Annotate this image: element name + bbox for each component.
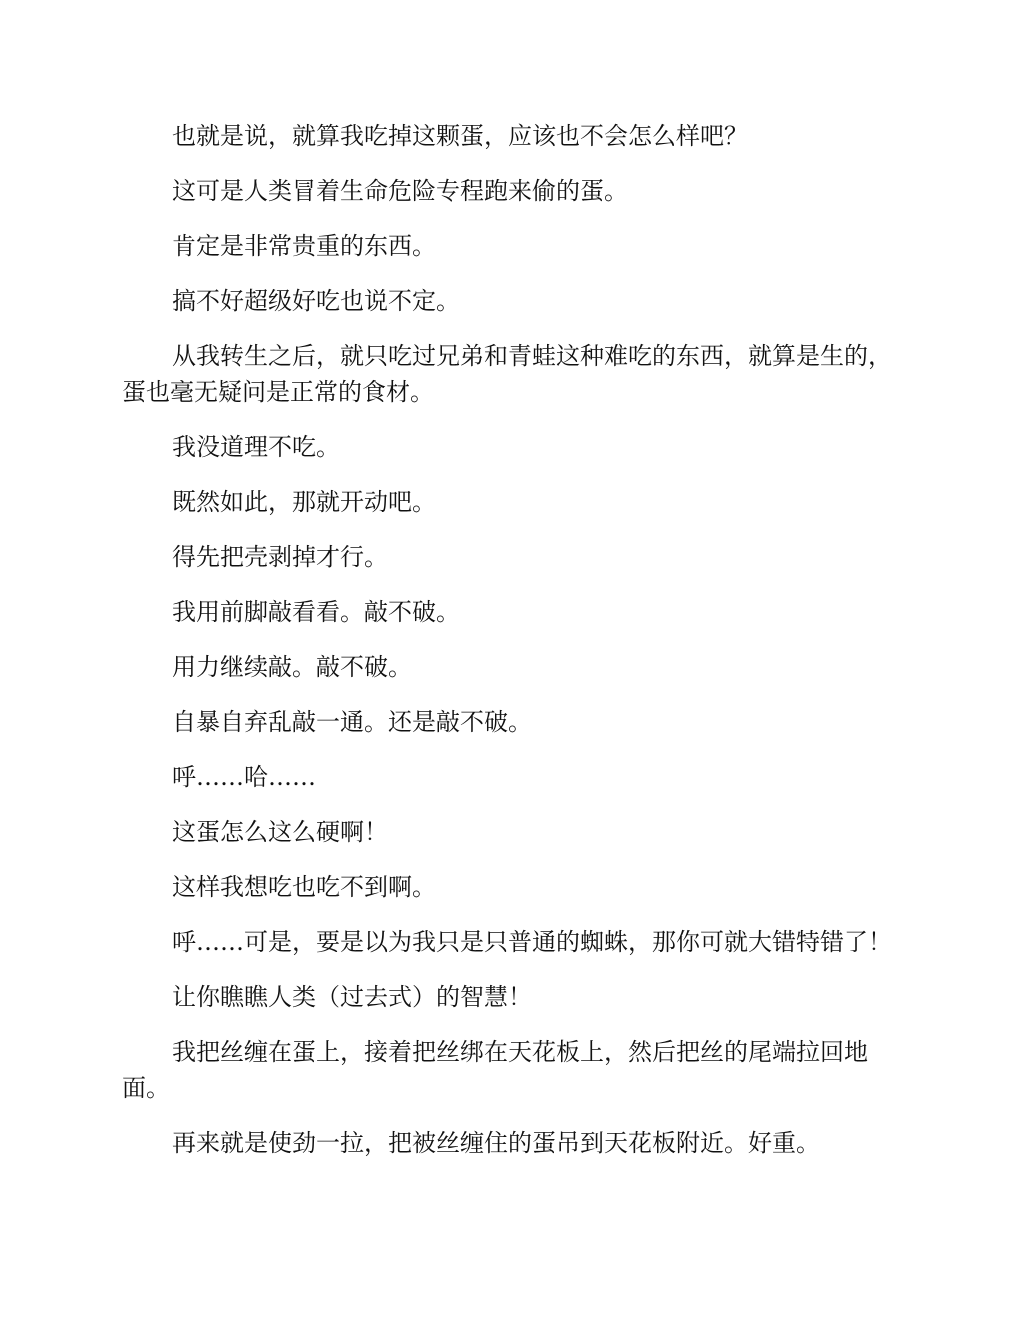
document-body — [122, 118, 900, 1180]
paragraph: 再来就是使劲一拉，把被丝缠住的蛋吊到天花板附近。好重。 — [172, 1129, 820, 1157]
paragraph: 得先把壳剥掉才行。 — [172, 543, 388, 571]
paragraph: 肯定是非常贵重的东西。 — [172, 232, 436, 260]
paragraph: 用力继续敲。敲不破。 — [172, 653, 412, 681]
paragraph: 这样我想吃也吃不到啊。 — [172, 873, 436, 901]
paragraph: 让你瞧瞧人类（过去式）的智慧！ — [172, 983, 532, 1011]
paragraph: 我没道理不吃。 — [172, 433, 340, 461]
paragraph: 既然如此，那就开动吧。 — [172, 488, 436, 516]
paragraph: 我把丝缠在蛋上，接着把丝绑在天花板上，然后把丝的尾端拉回地面。 — [122, 1038, 868, 1102]
paragraph: 我用前脚敲看看。敲不破。 — [172, 598, 460, 626]
paragraph: 这蛋怎么这么硬啊！ — [172, 818, 388, 846]
paragraph: 呼……哈…… — [172, 763, 316, 791]
paragraph: 搞不好超级好吃也说不定。 — [172, 287, 460, 315]
paragraph: 从我转生之后，就只吃过兄弟和青蛙这种难吃的东西，就算是生的，蛋也毫无疑问是正常的食材。 — [122, 342, 892, 406]
paragraph: 呼……可是，要是以为我只是只普通的蜘蛛，那你可就大错特错了！ — [172, 928, 892, 956]
paragraph: 自暴自弃乱敲一通。还是敲不破。 — [172, 708, 532, 736]
paragraph: 也就是说，就算我吃掉这颗蛋，应该也不会怎么样吧？ — [172, 122, 748, 150]
paragraph: 这可是人类冒着生命危险专程跑来偷的蛋。 — [172, 177, 628, 205]
